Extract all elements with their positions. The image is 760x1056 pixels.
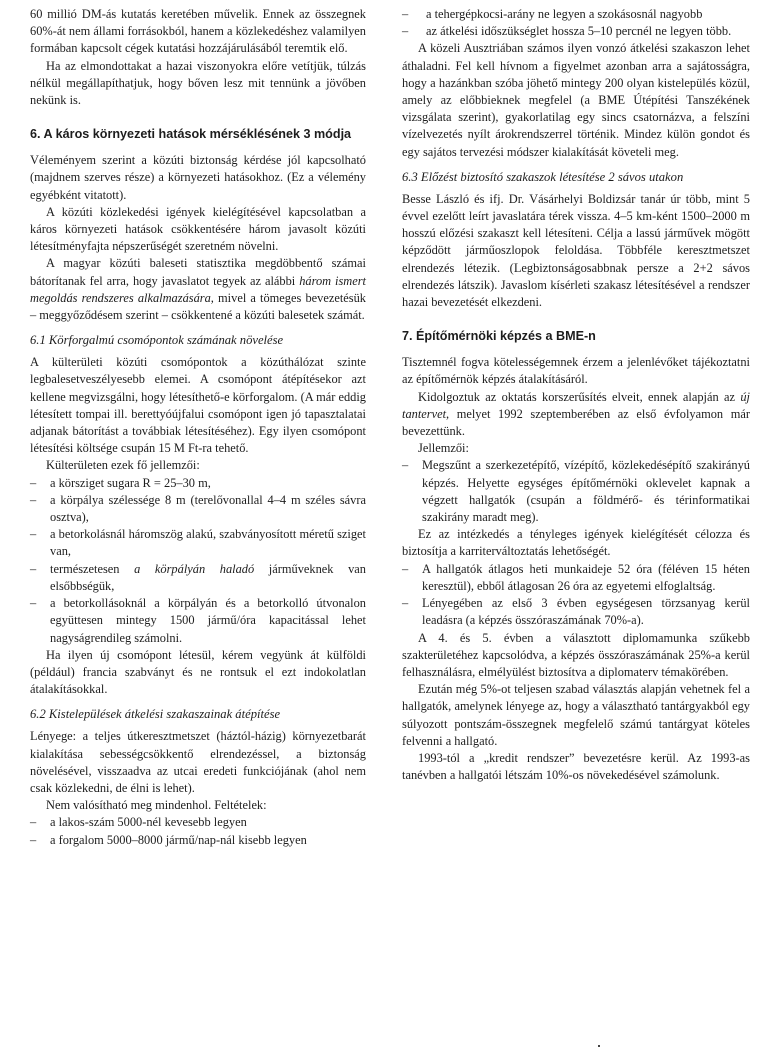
subsection-heading-6-1: 6.1 Körforgalmú csomópontok számának növelése bbox=[30, 333, 284, 348]
paragraph: Jellemzői: bbox=[418, 441, 469, 456]
text-run: természetesen bbox=[50, 561, 135, 576]
section-heading-7: 7. Építőmérnöki képzés a BME-n bbox=[402, 329, 596, 344]
paragraph: Tisztemnél fogva kötelességemnek érzem a jelenlévőket tájékoztatni az építőmérnök képzés átalakításáról. bbox=[402, 355, 750, 387]
scan-speck bbox=[598, 1045, 600, 1047]
paragraph: Besse László és ifj. Dr. Vásárhelyi Boldizsár tanár úr több, mint 5 évvel ezelőtt leírt javaslatára térek vissza. 4–5 km-ként 1500–2000 m hosszú előzési szakaszt kell létesíteni. Célja a lassú járművek mögött képződött járműoszlopok feloldása. Többféle keresztmetszet elrendezés létezik. (Legbiztonságosabbnak persze a 2+2 sávos elrendezés látszik). Javaslom kísérleti szakasz létesítésével a rendszer hazai bevezetését elkezdeni. bbox=[402, 191, 750, 310]
paragraph: Ha az elmondottakat a hazai viszonyokra előre vetítjük, túlzás nélkül megállapíthatjuk, hogy bőven lesz mit tennünk a jövőben nekünk is. bbox=[30, 58, 366, 108]
list-item: – a körsziget sugara R = 25–30 m, bbox=[30, 475, 366, 492]
paragraph: Ha ilyen új csomópont létesül, kérem vegyünk át külföldi (például) francia szabványt és ne rontsuk el ezt indokolatlan átalakításokkal. bbox=[30, 647, 366, 697]
paragraph: 60 millió DM-ás kutatás keretében művelik. Ennek az összegnek 60%-át nem állami forrásokból, hanem a közlekedéshez valamilyen formában kapcsolt cégek kutatási hozzájárulásából teremtik elő. bbox=[30, 7, 366, 56]
paragraph: Lényege: a teljes útkeresztmetszet (háztól-házig) környezetbarát kialakítása sebességcsökkentő elrendezéssel, a biztonság növelésével, visszaadva az utcai eredeti funkciójának (ahol nem csak közlekedni, de élni is lehet). bbox=[30, 729, 366, 795]
condition-list bbox=[30, 814, 366, 848]
list-item: – a tehergépkocsi-arány ne legyen a szokásosnál nagyobb bbox=[402, 6, 750, 23]
subsection-heading-6-3: 6.3 Előzést biztosító szakaszok létesítése 2 sávos utakon bbox=[402, 169, 684, 184]
emphasis-text: három ismert megoldás rendszeres alkalmazására, bbox=[30, 273, 366, 305]
list-item: – az átkelési időszükséglet hossza 5–10 percnél ne legyen több. bbox=[402, 23, 750, 40]
list-item: – a forgalom 5000–8000 jármű/nap-nál kisebb legyen bbox=[30, 832, 366, 849]
list-item: – a lakos-szám 5000-nél kevesebb legyen bbox=[30, 814, 366, 831]
paragraph: 1993-tól a „kredit rendszer” bevezetésre kerül. Az 1993-as tanévben a hallgatói létszám 10%-os növekedésével számolunk. bbox=[402, 750, 750, 783]
section-heading-6: 6. A káros környezeti hatások mérséklésének 3 módja bbox=[30, 127, 352, 142]
list-item: – Megszűnt a szerkezetépítő, vízépítő, közlekedésépítő szakirányú képzés. Helyette egységes építőmérnöki oklevelet kapnak a végzett hallgatók (csupán a földmérő- és térinformatikai szakirány maradt meg). bbox=[402, 457, 750, 526]
feature-list bbox=[30, 475, 366, 647]
feature-list bbox=[402, 457, 750, 526]
list-item: – Lényegében az első 3 évben egységesen törzsanyag kerül leadásra (a képzés összóraszámának 70%-a). bbox=[402, 595, 750, 629]
right-column bbox=[402, 6, 750, 784]
paragraph: Ezután még 5%-ot teljesen szabad választás alapján vehetnek fel a hallgatók, amelynek lényege az, hogy a választható tantárgyakból egy súlyozott pontszám-összegnek megfelelő számú tantárgyat köteles felvenni a hallgató. bbox=[402, 682, 750, 748]
paragraph: A közeli Ausztriában számos ilyen vonzó átkelési szakaszon lehet áthaladni. Fel kell hívnom a figyelmet azonban arra a sajátosságra, hogy a hazánkban szóba jöhető mintegy 200 olyan kistelepülés közül, amely az előbbieknek megfelel (a BME Útépítési Tanszékének vizsgálata szerint), gyakorlatilag egy sincs csatornázva, a felszíni vízelvezetés nyílt árokrendszerrel történik. Mindez külön gondot és egy sajátos tervezési módszer kialakítását követeli meg. bbox=[402, 41, 750, 159]
list-item bbox=[30, 561, 366, 595]
list-item: – a körpálya szélessége 8 m (terelővonallal 4–4 m széles sávra osztva), bbox=[30, 492, 366, 526]
text-run: mivel a tömeges bevezetésük – meggyőződésem szerint – csökkentené a közúti balesetek számát. bbox=[30, 290, 366, 323]
paragraph: Nem valósítható meg mindenhol. Feltételek: bbox=[46, 798, 267, 813]
subsection-heading-6-2: 6.2 Kistelepülések átkelési szakaszainak átépítése bbox=[30, 707, 281, 722]
emphasis-text: új tantervet, bbox=[402, 389, 750, 421]
text-run: melyet 1992 szeptemberében az első évfolyamon már bevezettünk. bbox=[402, 406, 750, 439]
paragraph bbox=[30, 255, 366, 324]
text-run: járműveknek van elsőbbségük, bbox=[50, 561, 366, 593]
paragraph: Véleményem szerint a közúti biztonság kérdése jól kapcsolható (majdnem szerves része) a környezeti hatásokhoz. (Ez a vélemény egyébként vitatott). bbox=[30, 153, 366, 202]
paragraph: Ez az intézkedés a tényleges igények kielégítését célozza és biztosítja a karriterváltoztatás lehetőségét. bbox=[402, 527, 750, 559]
paragraph: A külterületi közúti csomópontok a közúthálózat szinte legbalesetveszélyesebb elemei. A csomópont átépítésekor azt kellene megvizsgálni, hogy létesíthető-e körforgalom. (A már eddig létesített tompai ill. berettyóújfalui csomópont igen jó tapasztalatai adjanak bátorítást a továbbiak létesítéséhez). Egy ilyen csomópont létesítési költsége csupán 15 M Ft-ra tehető. bbox=[30, 355, 366, 456]
paragraph: A 4. és 5. évben a választott diplomamunka szűkebb szakterületéhez kapcsolódva, a képzés összóraszámának 25%-a kerül felhasználásra, elmélyülést biztosítva a diplomaterv témakörében. bbox=[402, 630, 750, 679]
list-item: – a betorkolásnál háromszög alakú, szabványosított méretű sziget van, bbox=[30, 526, 366, 560]
list-item: – A hallgatók átlagos heti munkaideje 52 óra (féléven 15 héten keresztül), ebből átlagosan 26 óra az egyetemi elfoglaltság. bbox=[402, 561, 750, 595]
paragraph: A közúti közlekedési igények kielégítésével kapcsolatban a káros környezeti hatások csökkentésére három javasolt közúti létesítményfajta népszerűségét szeretném növelni. bbox=[30, 204, 366, 254]
feature-list bbox=[402, 561, 750, 630]
paragraph: Külterületen ezek fő jellemzői: bbox=[46, 458, 200, 473]
list-item: – a betorkollásoknál a körpályán és a betorkolló útvonalon együttesen mintegy 1500 jármű/óra kapacitással lehet nagyságrendileg számolni. bbox=[30, 595, 366, 647]
emphasis-text: a körpályán haladó bbox=[134, 561, 255, 576]
paragraph bbox=[402, 389, 750, 441]
left-column bbox=[30, 6, 366, 849]
text-run: Kidolgoztuk az oktatás korszerűsítés elveit, ennek alapján az bbox=[418, 389, 741, 404]
condition-list-continued bbox=[402, 6, 750, 40]
text-run: A magyar közúti baleseti statisztika megdöbbentő számai bátorítanak fel arra, hogy javaslatot tegyek az alábbi bbox=[30, 256, 366, 288]
